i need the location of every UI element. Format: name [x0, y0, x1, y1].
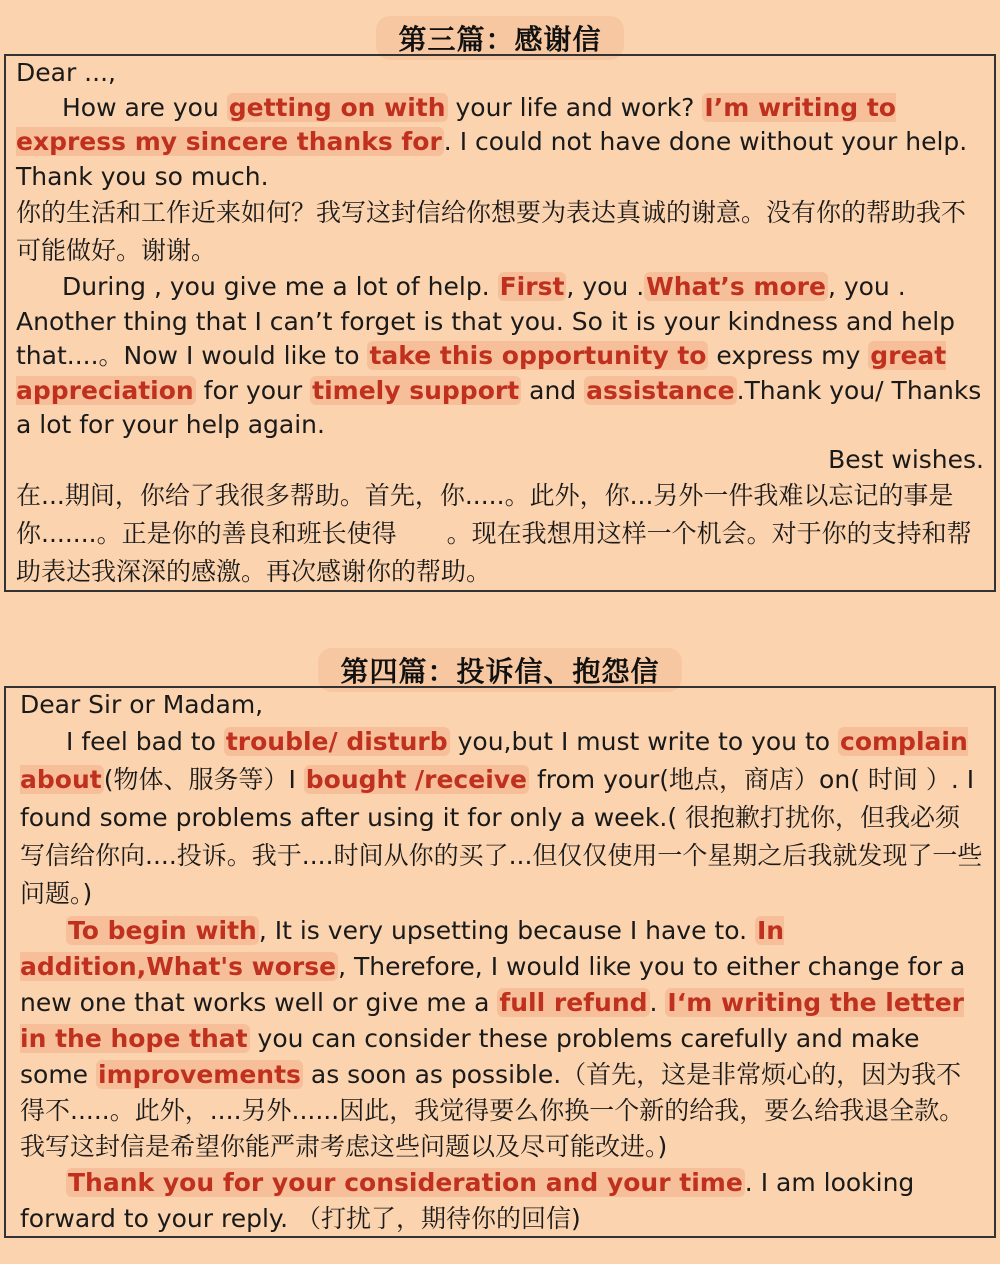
- letter4-title: 第四篇：投诉信、抱怨信: [0, 648, 1000, 692]
- text-run: for your: [195, 375, 311, 405]
- text-run: , you .: [566, 272, 645, 301]
- text-run: , It is very upsetting because I have to.: [258, 915, 755, 945]
- text-run: I feel bad to: [66, 726, 224, 756]
- text-run: How are you: [62, 92, 227, 122]
- letter4-paragraph-2: [20, 913, 984, 1165]
- highlighted-phrase: complain about: [20, 726, 968, 794]
- text-run: , Therefore, I would like you to either change for a new one that works well or give me a: [20, 951, 966, 1017]
- highlighted-phrase: timely support: [312, 375, 520, 405]
- letter3-paragraph-2-cn: 在...期间，你给了我很多帮助。首先，你.....。此外，你...另外一件我难以忘记的事是你.......。正是你的善良和班长使得 。现在我想用这样一个机会。对于你的支持和帮助表达我深深的感激。再次感谢你的帮助。: [16, 481, 972, 586]
- highlighted-phrase: Thank you for your consideration and your time: [68, 1167, 743, 1197]
- highlighted-phrase: First: [499, 272, 565, 301]
- highlighted-phrase: improvements: [98, 1059, 301, 1089]
- text-run: .Thank you/ Thanks a lot for your help again.: [16, 375, 982, 439]
- highlighted-phrase: bought /receive: [305, 764, 528, 794]
- highlighted-phrase: assistance: [586, 375, 735, 405]
- letter3-title: 第三篇：感谢信: [0, 16, 1000, 60]
- highlighted-phrase: What’s more: [646, 272, 826, 301]
- letter3-salutation: Dear ...,: [16, 58, 116, 87]
- text-run: you,but I must write to you to: [449, 726, 839, 756]
- text-run: During , you give me a lot of help.: [62, 272, 498, 301]
- text-run: . I am looking forward to your reply. （打扰了，期待你的回信): [20, 1167, 915, 1233]
- text-run: you can consider these problems carefully and make some: [20, 1023, 920, 1089]
- highlighted-phrase: take this opportunity to: [369, 341, 707, 370]
- highlighted-phrase: I‘m writing the letter in the hope that: [20, 987, 965, 1053]
- text-run: , you . Another thing that I can’t forget is that you. So it is your kindness and help that....。Now I would like to: [16, 272, 956, 370]
- text-run: .: [649, 987, 666, 1017]
- text-run: and: [521, 375, 585, 405]
- text-run: (物体、服务等）I: [103, 764, 304, 794]
- text-run: from your(地点，商店）on( 时间 ）. I found some problems after using it for only a week.( 很抱歉打扰你，但我必须写信给你向....投诉。我于....时间从你的买了...但仅仅使用一个星期之后我就发现了一些问题。): [20, 764, 983, 908]
- highlighted-phrase: trouble/ disturb: [225, 726, 448, 756]
- letter4-paragraph-1: [20, 723, 984, 913]
- letter4-paragraph-3: [20, 1165, 984, 1237]
- letter3-paragraph-1-cn: 你的生活和工作近来如何？我写这封信给你想要为表达真诚的谢意。没有你的帮助我不可能做好。谢谢。: [16, 198, 967, 265]
- letter3-paragraph-2: [16, 270, 984, 443]
- highlighted-phrase: I’m writing to express my sincere thanks for: [16, 92, 896, 156]
- text-run: express my: [708, 341, 869, 370]
- text-run: . I could not have done without your help. Thank you so much.: [16, 127, 968, 191]
- letter3-closing: Best wishes.: [828, 444, 984, 474]
- letter3-box: [4, 54, 996, 592]
- highlighted-phrase: In addition,What's worse: [20, 915, 785, 981]
- text-run: as soon as possible.（首先，这是非常烦心的，因为我不得不.....。此外，....另外......因此，我觉得要么你换一个新的给我，要么给我退全款。我写这封信是希望你能严肃考虑这些问题以及尽可能改进。): [20, 1059, 965, 1161]
- letter3-paragraph-1: [16, 91, 984, 195]
- highlighted-phrase: full refund: [499, 987, 648, 1017]
- text-run: your life and work?: [447, 92, 703, 122]
- letter4-salutation: Dear Sir or Madam,: [20, 690, 264, 719]
- highlighted-phrase: To begin with: [68, 915, 257, 945]
- highlighted-phrase: getting on with: [228, 92, 446, 122]
- letter4-box: [4, 686, 996, 1238]
- highlighted-phrase: great appreciation: [16, 341, 947, 405]
